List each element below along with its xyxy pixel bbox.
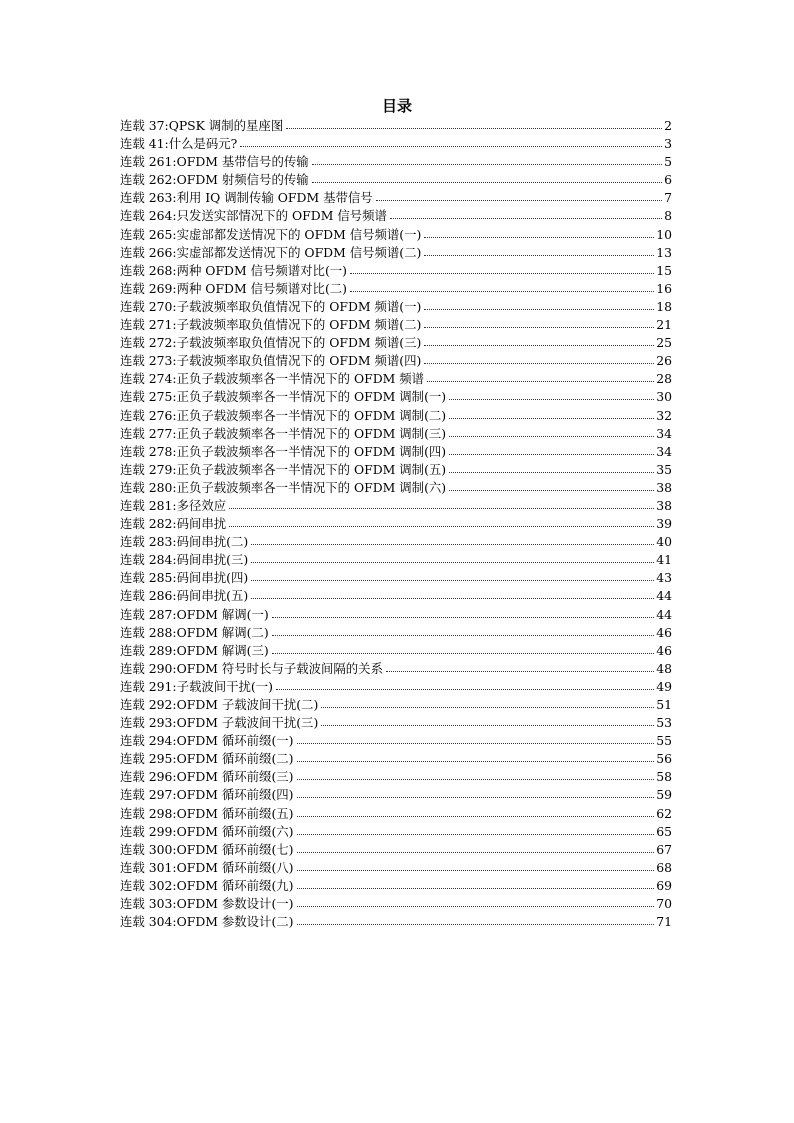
toc-entry-page-number: 53 bbox=[656, 715, 672, 731]
toc-entry-separator: : bbox=[172, 335, 177, 351]
toc-entry-title: OFDM 循环前缀(七) bbox=[176, 841, 294, 857]
toc-entry[interactable] bbox=[120, 298, 672, 316]
toc-entry-label: 连载 281 bbox=[120, 497, 173, 513]
toc-entry-separator: : bbox=[172, 805, 177, 821]
toc-entry-separator: : bbox=[172, 877, 177, 893]
toc-entry[interactable] bbox=[120, 587, 672, 605]
toc-entry-title: OFDM 参数设计(一) bbox=[176, 896, 294, 912]
toc-entry-page-number: 41 bbox=[656, 552, 672, 568]
toc-dot-leader bbox=[424, 236, 654, 238]
toc-entry-separator: : bbox=[172, 407, 177, 423]
toc-entry[interactable] bbox=[120, 895, 672, 913]
toc-dot-leader bbox=[424, 254, 654, 256]
toc-dot-leader bbox=[424, 308, 654, 310]
toc-entry-label: 连载 295 bbox=[120, 751, 173, 767]
toc-entry[interactable] bbox=[120, 407, 672, 425]
toc-entry-page-number: 39 bbox=[656, 516, 672, 532]
toc-entry-page-number: 6 bbox=[664, 172, 672, 188]
toc-dot-leader bbox=[297, 760, 655, 762]
toc-dot-leader bbox=[251, 561, 654, 563]
toc-entry-page-number: 44 bbox=[656, 606, 672, 622]
toc-entry-label: 连载 270 bbox=[120, 298, 173, 314]
toc-entry-page-number: 58 bbox=[656, 769, 672, 785]
toc-entry-title: 只发送实部情况下的 OFDM 信号频谱 bbox=[176, 208, 387, 224]
toc-dot-leader bbox=[297, 815, 655, 817]
toc-entry[interactable] bbox=[120, 153, 672, 171]
toc-entry-separator: : bbox=[172, 624, 177, 640]
toc-entry[interactable] bbox=[120, 135, 672, 153]
toc-entry-title: OFDM 循环前缀(四) bbox=[176, 787, 294, 803]
toc-entry-separator: : bbox=[172, 859, 177, 875]
toc-entry-page-number: 34 bbox=[656, 425, 672, 441]
toc-entry-label: 连载 298 bbox=[120, 805, 173, 821]
toc-entry[interactable] bbox=[120, 714, 672, 732]
toc-entry[interactable] bbox=[120, 443, 672, 461]
toc-dot-leader bbox=[427, 380, 654, 382]
toc-entry-separator: : bbox=[172, 534, 177, 550]
toc-entry[interactable] bbox=[120, 750, 672, 768]
toc-entry-separator: : bbox=[172, 280, 177, 296]
toc-entry-separator: : bbox=[172, 262, 177, 278]
toc-dot-leader bbox=[449, 471, 654, 473]
toc-entry-page-number: 59 bbox=[656, 787, 672, 803]
toc-entry-title: 实虚部都发送情况下的 OFDM 信号频谱(一) bbox=[176, 226, 422, 242]
toc-entry-title: OFDM 解调(二) bbox=[176, 624, 269, 640]
toc-entry-title: OFDM 循环前缀(八) bbox=[176, 859, 294, 875]
toc-entry-separator: : bbox=[172, 733, 177, 749]
toc-entry[interactable] bbox=[120, 696, 672, 714]
toc-entry-label: 连载 283 bbox=[120, 534, 173, 550]
toc-entry-page-number: 70 bbox=[656, 896, 672, 912]
toc-entry-page-number: 10 bbox=[656, 226, 672, 242]
toc-entry-separator: : bbox=[172, 588, 177, 604]
toc-entry-title: 子载波间干扰(一) bbox=[176, 678, 273, 694]
toc-entry-title: 正负子载波频率各一半情况下的 OFDM 调制(四) bbox=[176, 443, 447, 459]
toc-entry-title: 利用 IQ 调制传输 OFDM 基带信号 bbox=[176, 190, 373, 206]
toc-entry-title: 子载波频率取负值情况下的 OFDM 频谱(一) bbox=[176, 298, 422, 314]
toc-entry-separator: : bbox=[172, 172, 177, 188]
toc-entry-title: 什么是码元? bbox=[168, 136, 238, 152]
toc-dot-leader bbox=[251, 579, 654, 581]
toc-entry-page-number: 43 bbox=[656, 570, 672, 586]
toc-entry-title: OFDM 解调(三) bbox=[176, 642, 269, 658]
toc-entry-label: 连载 301 bbox=[120, 859, 173, 875]
toc-entry-title: OFDM 解调(一) bbox=[176, 606, 269, 622]
toc-entry-page-number: 16 bbox=[656, 280, 672, 296]
toc-entry-separator: : bbox=[172, 642, 177, 658]
toc-entry[interactable] bbox=[120, 171, 672, 189]
toc-entry-page-number: 28 bbox=[656, 371, 672, 387]
toc-entry-label: 连载 299 bbox=[120, 823, 173, 839]
toc-entry-page-number: 68 bbox=[656, 859, 672, 875]
toc-entry[interactable] bbox=[120, 262, 672, 280]
toc-entry-separator: : bbox=[172, 443, 177, 459]
toc-entry-title: 正负子载波频率各一半情况下的 OFDM 调制(五) bbox=[176, 461, 447, 477]
toc-dot-leader bbox=[321, 724, 654, 726]
toc-entry-title: OFDM 射频信号的传输 bbox=[176, 172, 309, 188]
toc-entry-separator: : bbox=[164, 118, 169, 133]
toc-entry-separator: : bbox=[172, 896, 177, 912]
toc-dot-leader bbox=[272, 634, 655, 636]
toc-entry-separator: : bbox=[172, 715, 177, 731]
toc-entry-title: OFDM 基带信号的传输 bbox=[176, 154, 309, 170]
toc-entry-label: 连载 271 bbox=[120, 317, 173, 333]
toc-entry-page-number: 69 bbox=[656, 877, 672, 893]
toc-entry[interactable] bbox=[120, 479, 672, 497]
toc-entry-title: 子载波频率取负值情况下的 OFDM 频谱(三) bbox=[176, 335, 422, 351]
toc-entry-label: 连载 279 bbox=[120, 461, 173, 477]
toc-entry-separator: : bbox=[172, 226, 177, 242]
toc-entry-page-number: 15 bbox=[656, 262, 672, 278]
toc-dot-leader bbox=[376, 199, 662, 201]
toc-dot-leader bbox=[312, 163, 662, 165]
toc-entry-title: 子载波频率取负值情况下的 OFDM 频谱(二) bbox=[176, 317, 422, 333]
toc-entry-page-number: 44 bbox=[656, 588, 672, 604]
toc-entry-separator: : bbox=[172, 154, 177, 170]
toc-entry[interactable] bbox=[120, 280, 672, 298]
toc-entry[interactable] bbox=[120, 768, 672, 786]
toc-entry-separator: : bbox=[172, 570, 177, 586]
toc-entry-label: 连载 284 bbox=[120, 552, 173, 568]
toc-entry[interactable] bbox=[120, 913, 672, 931]
toc-entry-separator: : bbox=[172, 787, 177, 803]
toc-entry-page-number: 46 bbox=[656, 624, 672, 640]
toc-entry-label: 连载 261 bbox=[120, 154, 173, 170]
toc-entry-separator: : bbox=[172, 208, 177, 224]
toc-entry-label: 连载 304 bbox=[120, 914, 173, 930]
toc-entry[interactable] bbox=[120, 569, 672, 587]
toc-entry-title: 多径效应 bbox=[176, 497, 227, 513]
toc-entry[interactable] bbox=[120, 425, 672, 443]
toc-entry-separator: : bbox=[172, 461, 177, 477]
toc-entry-label: 连载 294 bbox=[120, 733, 173, 749]
toc-entry[interactable] bbox=[120, 660, 672, 678]
toc-entry-title: OFDM 循环前缀(九) bbox=[176, 877, 294, 893]
toc-entry[interactable] bbox=[120, 117, 672, 135]
toc-entry-page-number: 38 bbox=[656, 479, 672, 495]
toc-entry-separator: : bbox=[172, 425, 177, 441]
toc-entry-label: 连载 268 bbox=[120, 262, 173, 278]
toc-dot-leader bbox=[297, 923, 655, 925]
toc-entry[interactable] bbox=[120, 370, 672, 388]
toc-dot-leader bbox=[297, 833, 655, 835]
toc-entry-label: 连载 285 bbox=[120, 570, 173, 586]
toc-entry-page-number: 48 bbox=[656, 660, 672, 676]
toc-entry-label: 连载 264 bbox=[120, 208, 173, 224]
toc-entry-label: 连载 282 bbox=[120, 516, 173, 532]
toc-entry-separator: : bbox=[172, 389, 177, 405]
toc-dot-leader bbox=[286, 127, 662, 129]
toc-entry-page-number: 46 bbox=[656, 642, 672, 658]
toc-entry[interactable] bbox=[120, 316, 672, 334]
toc-entry-label: 连载 274 bbox=[120, 371, 173, 387]
toc-entry-page-number: 71 bbox=[656, 914, 672, 930]
toc-entry-label: 连载 277 bbox=[120, 425, 173, 441]
toc-entry-label: 连载 280 bbox=[120, 479, 173, 495]
toc-entry-label: 连载 289 bbox=[120, 642, 173, 658]
toc-entry-label: 连载 287 bbox=[120, 606, 173, 622]
toc-entry-label: 连载 265 bbox=[120, 226, 173, 242]
toc-entry-title: QPSK 调制的星座图 bbox=[168, 118, 284, 133]
toc-entry-page-number: 62 bbox=[656, 805, 672, 821]
toc-entry-label: 连载 272 bbox=[120, 335, 173, 351]
toc-dot-leader bbox=[449, 453, 654, 455]
toc-dot-leader bbox=[350, 290, 654, 292]
toc-title: 目录 bbox=[381, 97, 412, 115]
toc-dot-leader bbox=[449, 417, 654, 419]
toc-entry-title: 码间串扰(二) bbox=[176, 534, 249, 550]
toc-entry-label: 连载 263 bbox=[120, 190, 173, 206]
toc-entry-label: 连载 293 bbox=[120, 715, 173, 731]
toc-entry-label: 连载 275 bbox=[120, 389, 173, 405]
toc-dot-leader bbox=[272, 652, 655, 654]
toc-dot-leader bbox=[449, 398, 654, 400]
toc-entry-separator: : bbox=[172, 244, 177, 260]
toc-entry-title: 子载波频率取负值情况下的 OFDM 频谱(四) bbox=[176, 353, 422, 369]
toc-entry[interactable] bbox=[120, 606, 672, 624]
toc-entry[interactable] bbox=[120, 461, 672, 479]
toc-entry-separator: : bbox=[172, 552, 177, 568]
toc-entry-page-number: 65 bbox=[656, 823, 672, 839]
toc-entry-page-number: 55 bbox=[656, 733, 672, 749]
toc-entry-separator: : bbox=[172, 660, 177, 676]
toc-entry[interactable] bbox=[120, 732, 672, 750]
toc-entry-title: 正负子载波频率各一半情况下的 OFDM 频谱 bbox=[176, 371, 425, 387]
toc-entry-title: 正负子载波频率各一半情况下的 OFDM 调制(二) bbox=[176, 407, 447, 423]
toc-entry-page-number: 26 bbox=[656, 353, 672, 369]
toc-entry-page-number: 51 bbox=[656, 697, 672, 712]
toc-entry-title: 正负子载波频率各一半情况下的 OFDM 调制(三) bbox=[176, 425, 447, 441]
toc-entry-page-number: 13 bbox=[656, 244, 672, 260]
toc-entry-label: 连载 286 bbox=[120, 588, 173, 604]
toc-dot-leader bbox=[424, 344, 654, 346]
toc-entry-page-number: 67 bbox=[656, 841, 672, 857]
toc-entry-title: OFDM 符号时长与子载波间隔的关系 bbox=[176, 660, 383, 676]
toc-dot-leader bbox=[350, 272, 654, 274]
toc-entry-separator: : bbox=[172, 371, 177, 387]
toc-entry-title: 码间串扰(五) bbox=[176, 588, 249, 604]
toc-entry[interactable] bbox=[120, 207, 672, 225]
toc-entry-label: 连载 300 bbox=[120, 841, 173, 857]
toc-entry-page-number: 21 bbox=[656, 317, 672, 333]
toc-dot-leader bbox=[449, 489, 654, 491]
toc-entry[interactable] bbox=[120, 388, 672, 406]
toc-entry-label: 连载 302 bbox=[120, 877, 173, 893]
toc-dot-leader bbox=[424, 362, 654, 364]
toc-entry-separator: : bbox=[172, 479, 177, 495]
toc-entry-label: 连载 297 bbox=[120, 787, 173, 803]
toc-dot-leader bbox=[386, 670, 654, 672]
toc-entry-label: 连载 262 bbox=[120, 172, 173, 188]
toc-entry-page-number: 3 bbox=[664, 136, 672, 152]
toc-entry[interactable] bbox=[120, 334, 672, 352]
toc-entry-title: OFDM 子载波间干扰(三) bbox=[176, 715, 319, 731]
toc-entry-title: 正负子载波频率各一半情况下的 OFDM 调制(一) bbox=[176, 389, 447, 405]
toc-entry-label: 连载 290 bbox=[120, 660, 173, 676]
toc-entry[interactable] bbox=[120, 859, 672, 877]
toc-entry-title: 码间串扰(四) bbox=[176, 570, 249, 586]
toc-dot-leader bbox=[312, 181, 662, 183]
toc-entry[interactable] bbox=[120, 244, 672, 262]
toc-entry-page-number: 34 bbox=[656, 443, 672, 459]
toc-entry-label: 连载 303 bbox=[120, 896, 173, 912]
toc-entry-separator: : bbox=[164, 136, 169, 152]
toc-entry-title: 码间串扰 bbox=[176, 516, 227, 532]
toc-entry[interactable] bbox=[120, 642, 672, 660]
toc-dot-leader bbox=[297, 887, 655, 889]
toc-entry-title: 码间串扰(三) bbox=[176, 552, 249, 568]
toc-entry[interactable] bbox=[120, 497, 672, 515]
toc-dot-leader bbox=[297, 905, 655, 907]
toc-dot-leader bbox=[297, 742, 655, 744]
toc-entry-separator: : bbox=[172, 841, 177, 857]
toc-entry-separator: : bbox=[172, 678, 177, 694]
toc-dot-leader bbox=[297, 796, 655, 798]
toc-entry-page-number: 32 bbox=[656, 407, 672, 423]
toc-entry-separator: : bbox=[172, 697, 177, 712]
toc-entry[interactable] bbox=[120, 678, 672, 696]
toc-dot-leader bbox=[229, 507, 654, 509]
toc-dot-leader bbox=[297, 778, 655, 780]
toc-entry-label: 连载 273 bbox=[120, 353, 173, 369]
toc-entry[interactable] bbox=[120, 189, 672, 207]
toc-entry-label: 连载 291 bbox=[120, 678, 173, 694]
toc-dot-leader bbox=[272, 616, 655, 618]
toc-entry-page-number: 8 bbox=[664, 208, 672, 224]
toc-entry-page-number: 5 bbox=[664, 154, 672, 170]
toc-entry-title: OFDM 子载波间干扰(二) bbox=[176, 697, 319, 712]
toc-entry-page-number: 35 bbox=[656, 461, 672, 477]
toc-entry-title: 实虚部都发送情况下的 OFDM 信号频谱(二) bbox=[176, 244, 422, 260]
toc-dot-leader bbox=[449, 435, 654, 437]
toc-entry[interactable] bbox=[120, 786, 672, 804]
toc-dot-leader bbox=[390, 217, 662, 219]
toc-entry-separator: : bbox=[172, 606, 177, 622]
toc-entry-separator: : bbox=[172, 353, 177, 369]
toc-entry-separator: : bbox=[172, 751, 177, 767]
toc-entry-title: 两种 OFDM 信号频谱对比(二) bbox=[176, 280, 348, 296]
toc-entry-separator: : bbox=[172, 769, 177, 785]
toc-dot-leader bbox=[297, 851, 655, 853]
toc-entry-page-number: 18 bbox=[656, 298, 672, 314]
toc-entry-title: OFDM 循环前缀(二) bbox=[176, 751, 294, 767]
toc-entry-label: 连载 288 bbox=[120, 624, 173, 640]
toc-entry[interactable] bbox=[120, 551, 672, 569]
toc-entry-label: 连载 292 bbox=[120, 697, 173, 712]
toc-entry[interactable] bbox=[120, 823, 672, 841]
toc-entry-page-number: 38 bbox=[656, 497, 672, 513]
toc-dot-leader bbox=[240, 145, 662, 147]
toc-entry-title: OFDM 循环前缀(一) bbox=[176, 733, 294, 749]
toc-entry-label: 连载 278 bbox=[120, 443, 173, 459]
toc-dot-leader bbox=[321, 706, 654, 708]
toc-dot-leader bbox=[251, 597, 654, 599]
toc-entry-separator: : bbox=[172, 914, 177, 930]
toc-entry-label: 连载 269 bbox=[120, 280, 173, 296]
toc-entry-page-number: 56 bbox=[656, 751, 672, 767]
toc-entry-title: OFDM 参数设计(二) bbox=[176, 914, 294, 930]
toc-entry-separator: : bbox=[172, 497, 177, 513]
toc-entry-label: 连载 41 bbox=[120, 136, 165, 152]
toc-entry-page-number: 2 bbox=[664, 118, 672, 133]
toc-entry-title: OFDM 循环前缀(三) bbox=[176, 769, 294, 785]
toc-entry-separator: : bbox=[172, 298, 177, 314]
toc-entry-label: 连载 296 bbox=[120, 769, 173, 785]
toc-entry-separator: : bbox=[172, 823, 177, 839]
toc-entry-title: OFDM 循环前缀(五) bbox=[176, 805, 294, 821]
toc-entry-label: 连载 266 bbox=[120, 244, 173, 260]
toc-entry[interactable] bbox=[120, 805, 672, 823]
toc-entry[interactable] bbox=[120, 226, 672, 244]
toc-entry-separator: : bbox=[172, 516, 177, 532]
toc-dot-leader bbox=[251, 543, 654, 545]
toc-dot-leader bbox=[424, 326, 654, 328]
toc-entry[interactable] bbox=[120, 533, 672, 551]
toc-entry[interactable] bbox=[120, 877, 672, 895]
toc-dot-leader bbox=[229, 525, 654, 527]
toc-entry-title: 正负子载波频率各一半情况下的 OFDM 调制(六) bbox=[176, 479, 447, 495]
toc-entry-page-number: 25 bbox=[656, 335, 672, 351]
toc-entry-page-number: 30 bbox=[656, 389, 672, 405]
toc-entry-title: 两种 OFDM 信号频谱对比(一) bbox=[176, 262, 348, 278]
toc-entry-page-number: 7 bbox=[664, 190, 672, 206]
toc-entry[interactable] bbox=[120, 352, 672, 370]
toc-entry-page-number: 40 bbox=[656, 534, 672, 550]
toc-entry[interactable] bbox=[120, 624, 672, 642]
toc-entry[interactable] bbox=[120, 841, 672, 859]
toc-entry-separator: : bbox=[172, 190, 177, 206]
toc-list bbox=[120, 117, 672, 931]
toc-entry-page-number: 49 bbox=[656, 678, 672, 694]
toc-dot-leader bbox=[297, 869, 655, 871]
toc-entry[interactable] bbox=[120, 515, 672, 533]
toc-entry-label: 连载 276 bbox=[120, 407, 173, 423]
toc-entry-label: 连载 37 bbox=[120, 118, 165, 133]
toc-entry-separator: : bbox=[172, 317, 177, 333]
toc-entry-title: OFDM 循环前缀(六) bbox=[176, 823, 294, 839]
toc-dot-leader bbox=[276, 688, 654, 690]
